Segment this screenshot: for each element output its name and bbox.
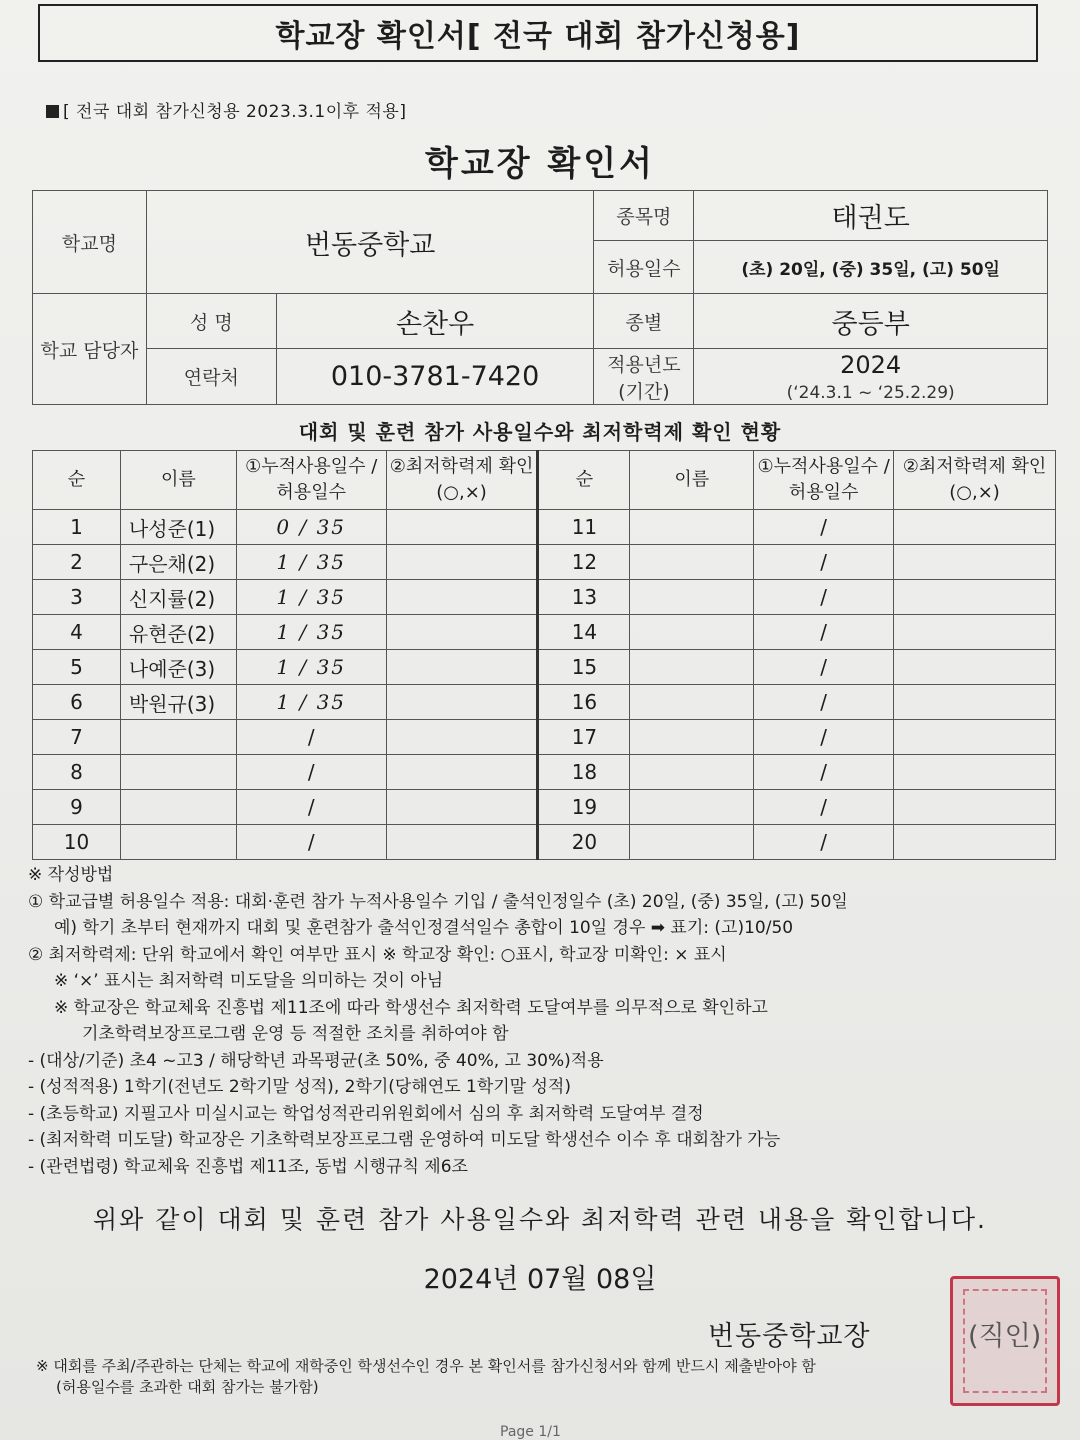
note-line: ① 학교급별 허용일수 적용: 대회·훈련 참가 누적사용일수 기입 / 출석인정일수 (초) 20일, (중) 35일, (고) 50일 xyxy=(28,891,848,912)
row-number: 16 xyxy=(538,685,630,720)
min-academic-check xyxy=(386,685,538,720)
staff-name: 손찬우 xyxy=(276,294,594,349)
min-academic-check xyxy=(894,650,1056,685)
participant-table xyxy=(32,450,1056,860)
days-used: / xyxy=(754,825,894,860)
min-academic-check xyxy=(894,615,1056,650)
days-used: / xyxy=(236,755,386,790)
header-no: 순 xyxy=(33,451,121,510)
sport-label: 종목명 xyxy=(594,191,694,241)
student-name: 나예준(3) xyxy=(120,650,236,685)
days-used: / xyxy=(754,790,894,825)
student-name xyxy=(120,720,236,755)
note-line: - (최저학력 미도달) 학교장은 기초학력보장프로그램 운영하여 미도달 학생선수 이수 후 대회참가 가능 xyxy=(28,1130,781,1150)
min-academic-check xyxy=(386,510,538,545)
header-check: ②최저학력제 확인(○,×) xyxy=(386,451,538,510)
note-line: - (관련법령) 학교체육 진흥법 제11조, 동법 시행규칙 제6조 xyxy=(28,1156,468,1177)
min-academic-check xyxy=(894,755,1056,790)
row-number: 18 xyxy=(538,755,630,790)
school-name: 번동중학교 xyxy=(146,191,594,294)
min-academic-check xyxy=(386,615,538,650)
row-number: 7 xyxy=(33,720,121,755)
status-title: 대회 및 훈련 참가 사용일수와 최저학력제 확인 현황 xyxy=(298,420,782,444)
issue-date: 2024년 07월 08일 xyxy=(423,1264,657,1295)
student-name xyxy=(630,545,754,580)
student-name: 나성준(1) xyxy=(120,510,236,545)
division-value: 중등부 xyxy=(694,294,1048,349)
note-line: ※ 학교장은 학교체육 진흥법 제11조에 따라 학생선수 최저학력 도달여부를 의무적으로 확인하고 xyxy=(54,997,768,1018)
header-no-right: 순 xyxy=(538,451,630,510)
min-academic-check xyxy=(894,720,1056,755)
min-academic-check xyxy=(386,825,538,860)
table-row xyxy=(33,545,1056,580)
table-row xyxy=(33,615,1056,650)
student-name xyxy=(630,825,754,860)
confirmation-statement: 위와 같이 대회 및 훈련 참가 사용일수와 최저학력 관련 내용을 확인합니다. xyxy=(93,1205,987,1234)
table-row xyxy=(33,580,1056,615)
min-academic-check xyxy=(386,790,538,825)
row-number: 17 xyxy=(538,720,630,755)
days-used: 1 / 35 xyxy=(236,685,386,720)
header-title: 학교장 확인서[ 전국 대회 참가신청용] xyxy=(38,4,1038,62)
contact-value: 010-3781-7420 xyxy=(276,349,594,405)
days-used: / xyxy=(754,615,894,650)
min-academic-check xyxy=(386,755,538,790)
student-name xyxy=(630,790,754,825)
note-line: 예) 학기 초부터 현재까지 대회 및 훈련참가 출석인정결석일수 총합이 10일 경우 ➡ 표기: (고)10/50 xyxy=(54,918,794,938)
table-row xyxy=(33,510,1056,545)
days-used: / xyxy=(754,755,894,790)
days-used: 1 / 35 xyxy=(236,580,386,615)
days-used: 1 / 35 xyxy=(236,650,386,685)
page-number: Page 1/1 xyxy=(500,1424,561,1440)
row-number: 1 xyxy=(33,510,121,545)
staff-label: 학교 담당자 xyxy=(33,294,147,405)
row-number: 13 xyxy=(538,580,630,615)
student-name: 구은채(2) xyxy=(120,545,236,580)
student-name xyxy=(630,580,754,615)
row-number: 8 xyxy=(33,755,121,790)
name-label: 성 명 xyxy=(146,294,276,349)
footnote-line-1: ※ 대회를 주최/주관하는 단체는 학교에 재학중인 학생선수인 경우 본 확인서를 참가신청서와 함께 반드시 제출받아야 함 xyxy=(36,1357,816,1375)
row-number: 12 xyxy=(538,545,630,580)
student-name xyxy=(630,510,754,545)
principal-signature: 번동중학교장 xyxy=(708,1321,871,1352)
allowed-days-label: 허용일수 xyxy=(594,241,694,294)
subtitle xyxy=(46,97,406,122)
year-value: 2024 xyxy=(840,350,902,379)
row-number: 4 xyxy=(33,615,121,650)
table-header-row xyxy=(33,451,1056,510)
min-academic-check xyxy=(386,650,538,685)
note-line: 기초학력보장프로그램 운영 등 적절한 조치를 취하여야 함 xyxy=(82,1024,509,1044)
footnote-line-2: (허용일수를 초과한 대회 참가는 불가함) xyxy=(56,1378,319,1396)
row-number: 2 xyxy=(33,545,121,580)
square-bullet-icon xyxy=(46,105,59,118)
min-academic-check xyxy=(894,825,1056,860)
row-number: 10 xyxy=(33,825,121,860)
row-number: 3 xyxy=(33,580,121,615)
days-used: / xyxy=(754,580,894,615)
days-used: / xyxy=(754,510,894,545)
table-row xyxy=(33,790,1056,825)
days-used: 0 / 35 xyxy=(236,510,386,545)
main-title: 학교장 확인서 xyxy=(425,144,655,184)
header-check-right: ②최저학력제 확인(○,×) xyxy=(894,451,1056,510)
days-used: / xyxy=(754,720,894,755)
sport-value: 태권도 xyxy=(694,191,1048,241)
seal-mark: (직인) xyxy=(968,1321,1042,1352)
min-academic-check xyxy=(894,790,1056,825)
table-row xyxy=(33,720,1056,755)
note-line: - (초등학교) 지필고사 미실시교는 학업성적관리위원회에서 심의 후 최저학력 도달여부 결정 xyxy=(28,1103,704,1124)
header-name: 이름 xyxy=(120,451,236,510)
year-label: 적용년도 (기간) xyxy=(594,349,694,405)
student-name: 신지률(2) xyxy=(120,580,236,615)
student-name xyxy=(630,650,754,685)
note-line: - (성적적용) 1학기(전년도 2학기말 성적), 2학기(당해연도 1학기말 성적) xyxy=(28,1077,571,1097)
days-used: / xyxy=(236,825,386,860)
note-line: ② 최저학력제: 단위 학교에서 확인 여부만 표시 ※ 학교장 확인: ○표시, 학교장 미확인: × 표시 xyxy=(28,944,727,965)
division-label: 종별 xyxy=(594,294,694,349)
footnote xyxy=(36,1356,1056,1398)
min-academic-check xyxy=(894,685,1056,720)
min-academic-check xyxy=(894,580,1056,615)
row-number: 19 xyxy=(538,790,630,825)
row-number: 9 xyxy=(33,790,121,825)
student-name xyxy=(630,685,754,720)
row-number: 14 xyxy=(538,615,630,650)
student-name xyxy=(630,755,754,790)
school-info-table xyxy=(32,190,1048,405)
min-academic-check xyxy=(386,545,538,580)
days-used: 1 / 35 xyxy=(236,615,386,650)
min-academic-check xyxy=(386,580,538,615)
days-used: 1 / 35 xyxy=(236,545,386,580)
note-line: - (대상/기준) 초4 ~고3 / 해당학년 과목평균(초 50%, 중 40%, 고 30%)적용 xyxy=(28,1050,604,1071)
days-used: / xyxy=(236,720,386,755)
year-cell xyxy=(694,349,1048,405)
days-used: / xyxy=(754,545,894,580)
table-row xyxy=(33,650,1056,685)
notes-heading: ※ 작성방법 xyxy=(28,865,114,885)
instructions xyxy=(28,862,1058,1180)
min-academic-check xyxy=(894,510,1056,545)
days-used: / xyxy=(754,685,894,720)
student-name xyxy=(120,825,236,860)
student-name: 유현준(2) xyxy=(120,615,236,650)
row-number: 5 xyxy=(33,650,121,685)
header-name-right: 이름 xyxy=(630,451,754,510)
student-name xyxy=(630,615,754,650)
subtitle-text: [ 전국 대회 참가신청용 2023.3.1이후 적용] xyxy=(63,102,407,122)
row-number: 6 xyxy=(33,685,121,720)
note-line: ※ ‘×’ 표시는 최저학력 미도달을 의미하는 것이 아님 xyxy=(54,971,444,991)
days-used: / xyxy=(236,790,386,825)
student-name xyxy=(120,790,236,825)
period-value: (‘24.3.1 ~ ‘25.2.29) xyxy=(786,382,955,403)
days-used: / xyxy=(754,650,894,685)
table-row xyxy=(33,685,1056,720)
row-number: 20 xyxy=(538,825,630,860)
student-name: 박원규(3) xyxy=(120,685,236,720)
table-row xyxy=(33,825,1056,860)
table-row xyxy=(33,755,1056,790)
school-label: 학교명 xyxy=(33,191,147,294)
student-name xyxy=(630,720,754,755)
header-days: ①누적사용일수 /허용일수 xyxy=(236,451,386,510)
min-academic-check xyxy=(386,720,538,755)
min-academic-check xyxy=(894,545,1056,580)
row-number: 15 xyxy=(538,650,630,685)
header-days-right: ①누적사용일수 /허용일수 xyxy=(754,451,894,510)
allowed-days-value: (초) 20일, (중) 35일, (고) 50일 xyxy=(694,241,1048,294)
contact-label: 연락처 xyxy=(146,349,276,405)
row-number: 11 xyxy=(538,510,630,545)
student-name xyxy=(120,755,236,790)
